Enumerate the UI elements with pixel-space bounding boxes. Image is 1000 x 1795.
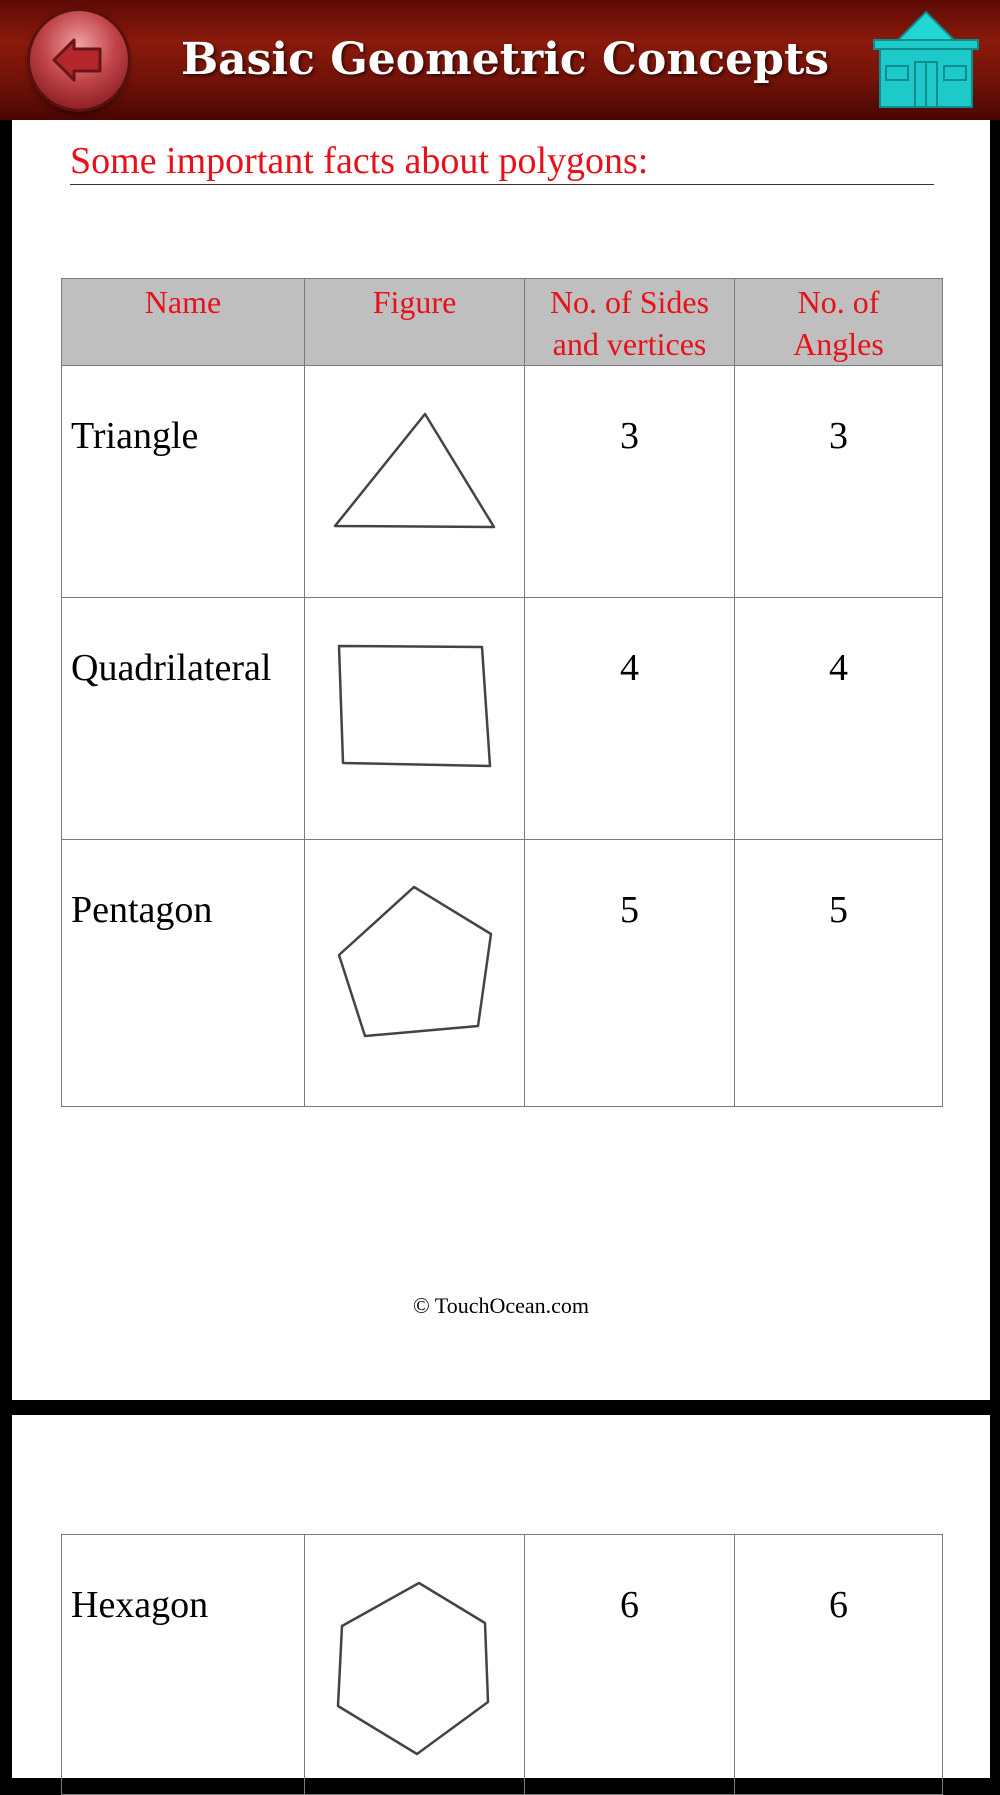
quadrilateral-figure: [305, 598, 525, 840]
row-name: Quadrilateral: [62, 598, 305, 840]
row-sides: 6: [525, 1535, 735, 1795]
row-angles: 6: [735, 1535, 943, 1795]
row-sides: 3: [525, 366, 735, 598]
row-sides: 4: [525, 598, 735, 840]
header-bar: [0, 0, 1000, 120]
row-name: Hexagon: [62, 1535, 305, 1795]
home-icon: [872, 10, 980, 110]
section-subtitle: Some important facts about polygons:: [70, 138, 934, 185]
column-header-figure: Figure: [305, 279, 525, 366]
row-angles: 3: [735, 366, 943, 598]
column-header-sides: No. of Sides and vertices: [525, 279, 735, 366]
copyright-text: © TouchOcean.com: [412, 1293, 590, 1318]
back-button[interactable]: [30, 11, 128, 109]
content-page: [12, 120, 990, 1400]
column-header-name: Name: [62, 279, 305, 366]
row-sides: 5: [525, 840, 735, 1107]
column-header-angles: No. of Angles: [735, 279, 943, 366]
row-name: Pentagon: [62, 840, 305, 1107]
triangle-figure: [305, 366, 525, 598]
page-title: Basic Geometric Concepts: [180, 34, 830, 85]
polygon-table-continued: [61, 1534, 943, 1795]
polygon-table: [61, 278, 943, 1107]
back-arrow-icon: [30, 11, 128, 109]
table-row: [62, 598, 943, 840]
row-angles: 4: [735, 598, 943, 840]
table-header-row: [62, 279, 943, 366]
row-name: Triangle: [62, 366, 305, 598]
table-row: [62, 840, 943, 1107]
content-page-continued: [12, 1415, 990, 1778]
row-angles: 5: [735, 840, 943, 1107]
home-button[interactable]: [872, 10, 980, 110]
table-row: [62, 366, 943, 598]
table-row: [62, 1535, 943, 1795]
pentagon-figure: [305, 840, 525, 1107]
hexagon-figure: [305, 1535, 525, 1795]
